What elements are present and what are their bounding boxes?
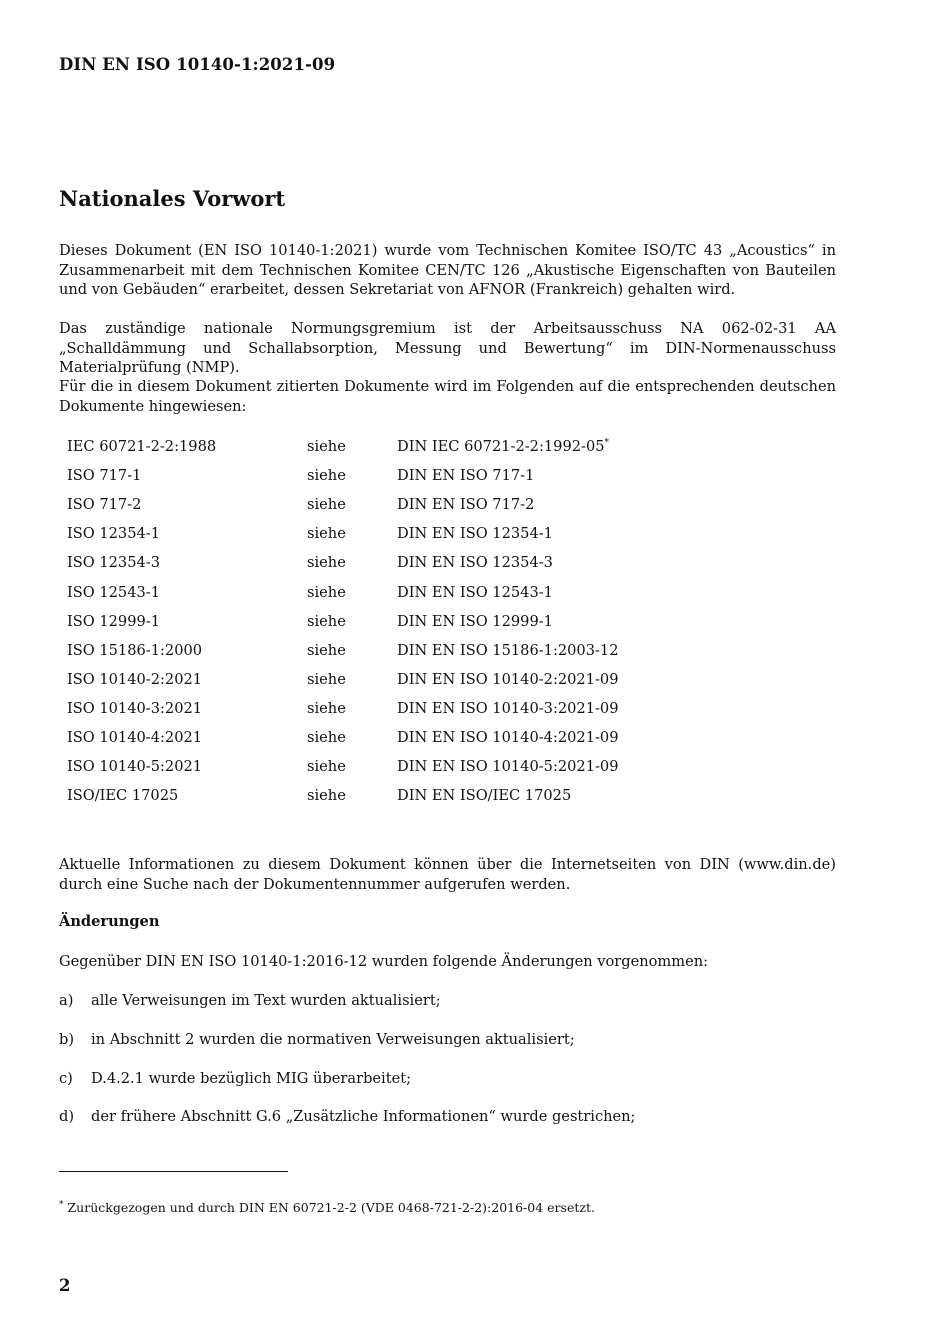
reference-row [59,636,659,665]
reference-din-text: DIN EN ISO/IEC 17025 [397,787,572,805]
reference-international: ISO 10140-5:2021 [67,758,203,776]
reference-din-text: DIN EN ISO 10140-3:2021-09 [397,699,619,717]
reference-table [59,432,659,810]
reference-din [397,490,659,519]
change-item [59,1030,836,1050]
reference-row [59,665,659,694]
reference-row [59,432,659,461]
reference-international: ISO 12543-1 [67,583,161,601]
footnote-text: Zurückgezogen und durch DIN EN 60721-2-2 (VDE 0468-721-2-2):2016-04 ersetzt. [67,1200,595,1216]
reference-din-text: DIN EN ISO 717-2 [397,496,535,514]
list-text: D.4.2.1 wurde bezüglich MIG überarbeitet; [91,1070,411,1087]
list-marker: d) [59,1108,75,1125]
list-text: alle Verweisungen im Text wurden aktualisiert; [91,992,441,1009]
reference-din [397,665,659,694]
reference-din-text: DIN EN ISO 12354-1 [397,525,553,543]
reference-din [397,607,659,636]
list-text: der frühere Abschnitt G.6 „Zusätzliche Informationen“ wurde gestrichen; [91,1108,636,1125]
reference-din-text: DIN EN ISO 717-1 [397,467,535,485]
reference-see: siehe [307,583,346,601]
reference-row [59,752,659,781]
footnote-divider [59,1171,288,1172]
reference-international: ISO 15186-1:2000 [67,641,203,659]
reference-din-text: DIN IEC 60721-2-2:1992-05 [397,438,605,456]
reference-din [397,781,659,810]
reference-din-text: DIN EN ISO 15186-1:2003-12 [397,641,619,659]
reference-see: siehe [307,699,346,717]
paragraph-references-intro: Für die in diesem Dokument zitierten Dokumente wird im Folgenden auf die entsprechenden deutschen Dokumente hingewiesen: [59,378,836,415]
reference-din [397,752,659,781]
footnote [59,1200,595,1215]
page-number: 2 [59,1276,71,1295]
reference-international: IEC 60721-2-2:1988 [67,438,217,456]
reference-din-text: DIN EN ISO 12543-1 [397,583,553,601]
reference-row [59,577,659,606]
footnote-reference-mark: * [604,438,610,449]
reference-din [397,577,659,606]
reference-international: ISO 717-1 [67,467,142,485]
list-marker: a) [59,992,74,1009]
changes-heading: Änderungen [59,913,160,930]
reference-row [59,519,659,548]
reference-din [397,694,659,723]
reference-international: ISO 10140-4:2021 [67,728,203,746]
reference-din [397,461,659,490]
reference-see: siehe [307,787,346,805]
reference-international: ISO 12354-1 [67,525,161,543]
reference-din [397,519,659,548]
reference-row [59,461,659,490]
reference-international: ISO/IEC 17025 [67,787,179,805]
reference-see: siehe [307,728,346,746]
reference-row [59,694,659,723]
reference-din-text: DIN EN ISO 10140-5:2021-09 [397,758,619,776]
reference-see: siehe [307,758,346,776]
reference-international: ISO 12999-1 [67,612,161,630]
reference-row [59,723,659,752]
reference-row [59,781,659,810]
change-item [59,991,836,1011]
reference-din-text: DIN EN ISO 12354-3 [397,554,553,572]
reference-din-text: DIN EN ISO 10140-2:2021-09 [397,670,619,688]
reference-international: ISO 10140-2:2021 [67,670,203,688]
list-text: in Abschnitt 2 wurden die normativen Verweisungen aktualisiert; [91,1031,575,1048]
list-marker: b) [59,1031,75,1048]
reference-international: ISO 12354-3 [67,554,161,572]
reference-din [397,432,659,461]
paragraph-din-info: Aktuelle Informationen zu diesem Dokument können über die Internetseiten von DIN (www.din.de) durch eine Suche nach der Dokumentennummer aufgerufen werden. [59,856,836,893]
reference-international: ISO 10140-3:2021 [67,699,203,717]
paragraph-committee: Dieses Dokument (EN ISO 10140-1:2021) wurde vom Technischen Komitee ISO/TC 43 „Acoustics“ in Zusammenarbeit mit dem Technischen Komitee CEN/TC 126 „Akustische Eigenschaften von Bauteilen und von Gebäuden“ erarbeitet, dessen Sekretariat von AFNOR (Frankreich) gehalten wird. [59,242,836,298]
page-title: Nationales Vorwort [59,186,286,211]
reference-row [59,548,659,577]
reference-din [397,723,659,752]
list-marker: c) [59,1070,73,1087]
paragraph-national-body: Das zuständige nationale Normungsgremium ist der Arbeitsausschuss NA 062-02-31 AA „Schalldämmung und Schallabsorption, Messung und Bewertung“ im DIN-Normenausschuss Materialprüfung (NMP). [59,320,836,376]
reference-din [397,636,659,665]
reference-see: siehe [307,467,346,485]
reference-see: siehe [307,612,346,630]
reference-see: siehe [307,438,346,456]
change-item [59,1069,836,1089]
reference-row [59,607,659,636]
footnote-mark: * [59,1200,64,1210]
change-item [59,1107,836,1127]
reference-row [59,490,659,519]
changes-intro: Gegenüber DIN EN ISO 10140-1:2016-12 wurden folgende Änderungen vorgenommen: [59,953,709,970]
reference-see: siehe [307,554,346,572]
reference-din [397,548,659,577]
reference-see: siehe [307,525,346,543]
reference-din-text: DIN EN ISO 12999-1 [397,612,553,630]
document-header: DIN EN ISO 10140-1:2021-09 [59,55,336,74]
reference-din-text: DIN EN ISO 10140-4:2021-09 [397,728,619,746]
reference-see: siehe [307,670,346,688]
reference-see: siehe [307,641,346,659]
reference-international: ISO 717-2 [67,496,142,514]
reference-see: siehe [307,496,346,514]
